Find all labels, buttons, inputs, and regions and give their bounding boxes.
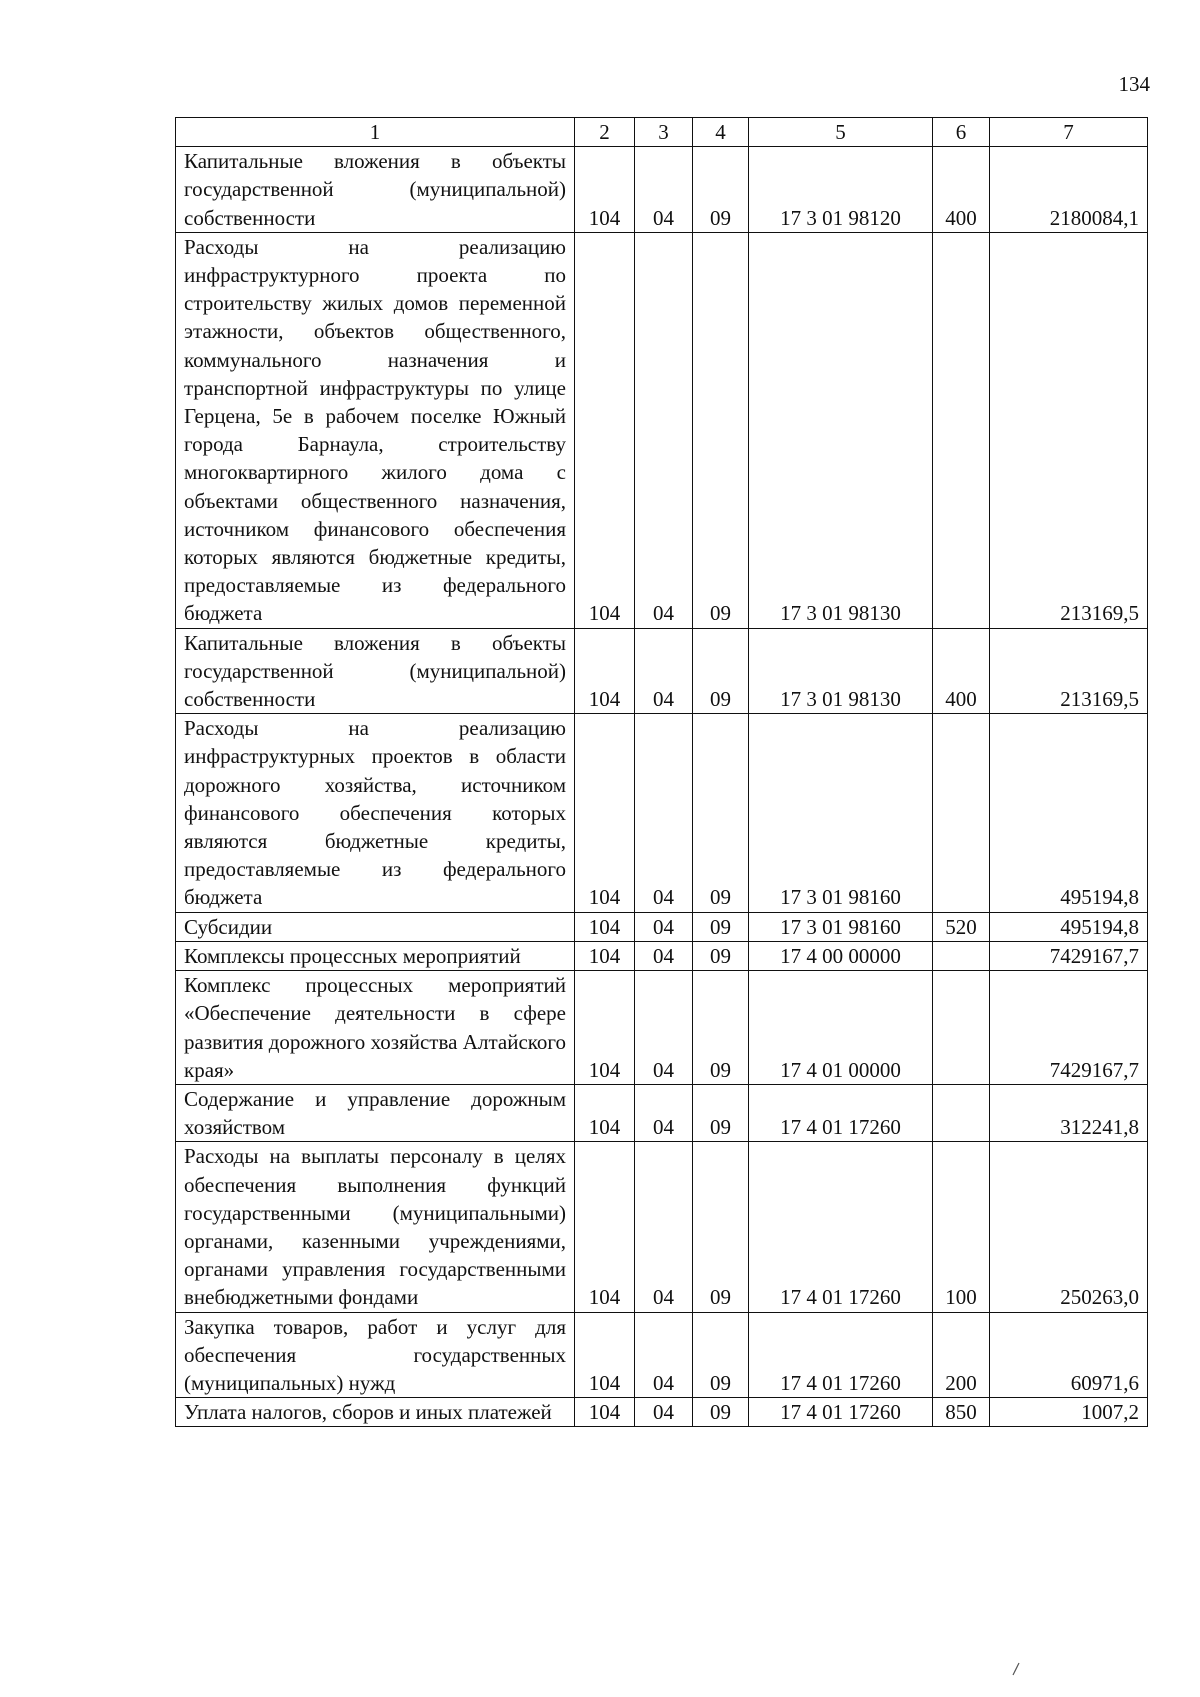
target-article-code: 17 4 01 00000 (749, 971, 933, 1085)
expense-name: Комплекс процессных мероприятий «Обеспечение деятельности в сфере развития дорожного хозяйства Алтайского края» (176, 971, 575, 1085)
table-row (176, 714, 1148, 912)
code-col4: 09 (693, 1398, 749, 1427)
expense-name: Субсидии (176, 912, 575, 941)
code-col3: 04 (635, 1312, 693, 1398)
code-col3: 04 (635, 1398, 693, 1427)
expense-type-code (933, 971, 990, 1085)
expense-type-code: 200 (933, 1312, 990, 1398)
code-col3: 04 (635, 1084, 693, 1141)
expense-name: Капитальные вложения в объекты государственной (муниципальной) собственности (176, 147, 575, 233)
table-row (176, 1084, 1148, 1141)
target-article-code: 17 3 01 98120 (749, 147, 933, 233)
amount: 60971,6 (990, 1312, 1148, 1398)
expense-type-code (933, 714, 990, 912)
expense-name: Расходы на реализацию инфраструктурного проекта по строительству жилых домов переменной этажности, объектов общественного, коммунального назначения и транспортной инфраструктуры по улице Герцена, 5е в рабочем поселке Южный города Барнаула, строительству многоквартирного жилого дома с объектами общественного назначения, источником финансового обеспечения которых являются бюджетные кредиты, предоставляемые из федерального бюджета (176, 232, 575, 628)
code-col3: 04 (635, 1142, 693, 1312)
expense-type-code: 400 (933, 628, 990, 714)
amount: 2180084,1 (990, 147, 1148, 233)
code-col4: 09 (693, 1084, 749, 1141)
target-article-code: 17 4 01 17260 (749, 1142, 933, 1312)
code-col4: 09 (693, 971, 749, 1085)
table-row (176, 232, 1148, 628)
code-col4: 09 (693, 232, 749, 628)
code-col3: 04 (635, 941, 693, 970)
amount: 213169,5 (990, 628, 1148, 714)
expense-type-code: 400 (933, 147, 990, 233)
code-col4: 09 (693, 147, 749, 233)
target-article-code: 17 3 01 98160 (749, 912, 933, 941)
code-col2: 104 (575, 1142, 635, 1312)
target-article-code: 17 3 01 98130 (749, 628, 933, 714)
code-col3: 04 (635, 912, 693, 941)
target-article-code: 17 4 00 00000 (749, 941, 933, 970)
expense-type-code: 850 (933, 1398, 990, 1427)
expense-name: Закупка товаров, работ и услуг для обеспечения государственных (муниципальных) нужд (176, 1312, 575, 1398)
page-number: 134 (1118, 72, 1150, 96)
target-article-code: 17 3 01 98130 (749, 232, 933, 628)
table-row (176, 628, 1148, 714)
table-row (176, 1142, 1148, 1312)
code-col2: 104 (575, 628, 635, 714)
code-col2: 104 (575, 714, 635, 912)
table-row (176, 1312, 1148, 1398)
expense-name: Расходы на выплаты персоналу в целях обеспечения выполнения функций государственными (муниципальными) органами, казенными учреждениями, органами управления государственными внебюджетными фондами (176, 1142, 575, 1312)
code-col3: 04 (635, 232, 693, 628)
code-col2: 104 (575, 941, 635, 970)
column-header: 5 (749, 118, 933, 147)
table-row (176, 971, 1148, 1085)
target-article-code: 17 4 01 17260 (749, 1312, 933, 1398)
amount: 213169,5 (990, 232, 1148, 628)
target-article-code: 17 4 01 17260 (749, 1084, 933, 1141)
expense-type-code (933, 941, 990, 970)
column-header: 2 (575, 118, 635, 147)
code-col3: 04 (635, 714, 693, 912)
target-article-code: 17 3 01 98160 (749, 714, 933, 912)
code-col2: 104 (575, 147, 635, 233)
code-col2: 104 (575, 1312, 635, 1398)
table-row (176, 147, 1148, 233)
expense-type-code: 520 (933, 912, 990, 941)
expense-name: Расходы на реализацию инфраструктурных проектов в области дорожного хозяйства, источником финансового обеспечения которых являются бюджетные кредиты, предоставляемые из федерального бюджета (176, 714, 575, 912)
expense-name: Капитальные вложения в объекты государственной (муниципальной) собственности (176, 628, 575, 714)
budget-table (175, 117, 1148, 1427)
code-col4: 09 (693, 628, 749, 714)
amount: 495194,8 (990, 912, 1148, 941)
amount: 495194,8 (990, 714, 1148, 912)
column-header: 6 (933, 118, 990, 147)
amount: 7429167,7 (990, 941, 1148, 970)
expense-name: Комплексы процессных мероприятий (176, 941, 575, 970)
code-col4: 09 (693, 1142, 749, 1312)
expense-type-code (933, 1084, 990, 1141)
column-header: 1 (176, 118, 575, 147)
code-col2: 104 (575, 1084, 635, 1141)
expense-type-code: 100 (933, 1142, 990, 1312)
table-row (176, 912, 1148, 941)
code-col2: 104 (575, 1398, 635, 1427)
code-col3: 04 (635, 971, 693, 1085)
column-header: 3 (635, 118, 693, 147)
amount: 1007,2 (990, 1398, 1148, 1427)
code-col4: 09 (693, 941, 749, 970)
amount: 312241,8 (990, 1084, 1148, 1141)
code-col3: 04 (635, 147, 693, 233)
code-col2: 104 (575, 232, 635, 628)
code-col4: 09 (693, 1312, 749, 1398)
table-row (176, 1398, 1148, 1427)
expense-name: Уплата налогов, сборов и иных платежей (176, 1398, 575, 1427)
expense-name: Содержание и управление дорожным хозяйством (176, 1084, 575, 1141)
column-header: 4 (693, 118, 749, 147)
amount: 250263,0 (990, 1142, 1148, 1312)
code-col2: 104 (575, 912, 635, 941)
column-header: 7 (990, 118, 1148, 147)
amount: 7429167,7 (990, 971, 1148, 1085)
table-row (176, 941, 1148, 970)
header-row (176, 118, 1148, 147)
pen-mark (1010, 1662, 1022, 1676)
expense-type-code (933, 232, 990, 628)
code-col4: 09 (693, 714, 749, 912)
code-col4: 09 (693, 912, 749, 941)
code-col3: 04 (635, 628, 693, 714)
code-col2: 104 (575, 971, 635, 1085)
target-article-code: 17 4 01 17260 (749, 1398, 933, 1427)
